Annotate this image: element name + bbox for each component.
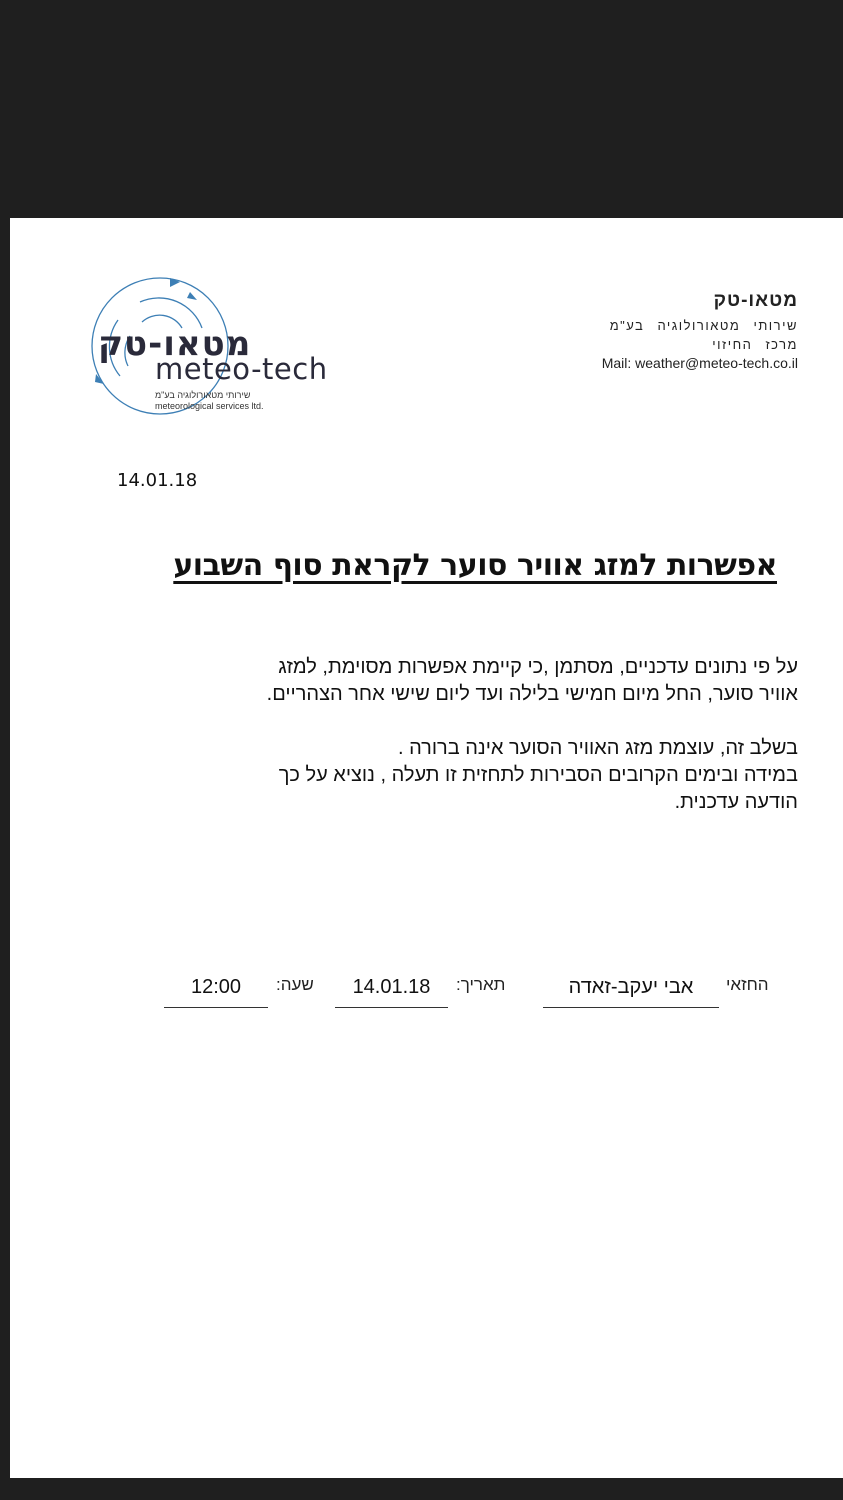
logo-hebrew-text: מטאו-טק [98, 324, 252, 364]
org-email: Mail: weather@meteo-tech.co.il [601, 355, 798, 371]
body-line: במידה ובימים הקרובים הסבירות לתחזית זו תעלה , נוציא על כך [278, 764, 798, 786]
time-underline [164, 1007, 268, 1008]
forecaster-name: אבי יעקב-זאדה [568, 976, 694, 998]
forecaster-underline [543, 1007, 719, 1008]
headline: אפשרות למזג אוויר סוער לקראת סוף השבוע [173, 548, 777, 583]
date-underline [335, 1007, 448, 1008]
org-subtitle: שירותי מטאורולוגיה בע"מ [609, 318, 798, 333]
org-name: מטאו-טק [713, 290, 798, 311]
time-label: שעה: [276, 975, 314, 994]
signature-time: 12:00 [190, 976, 242, 998]
body-line: אוויר סוער, החל מיום חמישי בלילה ועד ליום שישי אחר הצהריים. [266, 683, 798, 705]
body-line: בשלב זה, עוצמת מזג האוויר הסוער אינה ברורה . [397, 737, 798, 759]
logo-english-text: meteo-tech [155, 352, 328, 386]
company-logo [82, 276, 352, 416]
org-department: מרכז החיזוי [712, 337, 798, 352]
body-line: על פי נתונים עדכניים, מסתמן ,כי קיימת אפשרות מסוימת, למזג [278, 656, 798, 678]
logo-hebrew-subtitle: שירותי מטאורולוגיה בע"מ [155, 390, 251, 400]
letterhead [498, 290, 798, 373]
forecaster-label: החזאי [726, 975, 769, 994]
body-line: הודעה עדכנית. [674, 791, 798, 813]
date-label: תאריך: [456, 975, 506, 994]
document-page [10, 218, 843, 1478]
logo-english-subtitle: meteorological services ltd. [155, 401, 264, 411]
signature-date: 14.01.18 [352, 976, 431, 998]
document-date: 14.01.18 [117, 470, 198, 491]
bottom-bar [0, 1478, 843, 1500]
body-text [110, 654, 798, 816]
